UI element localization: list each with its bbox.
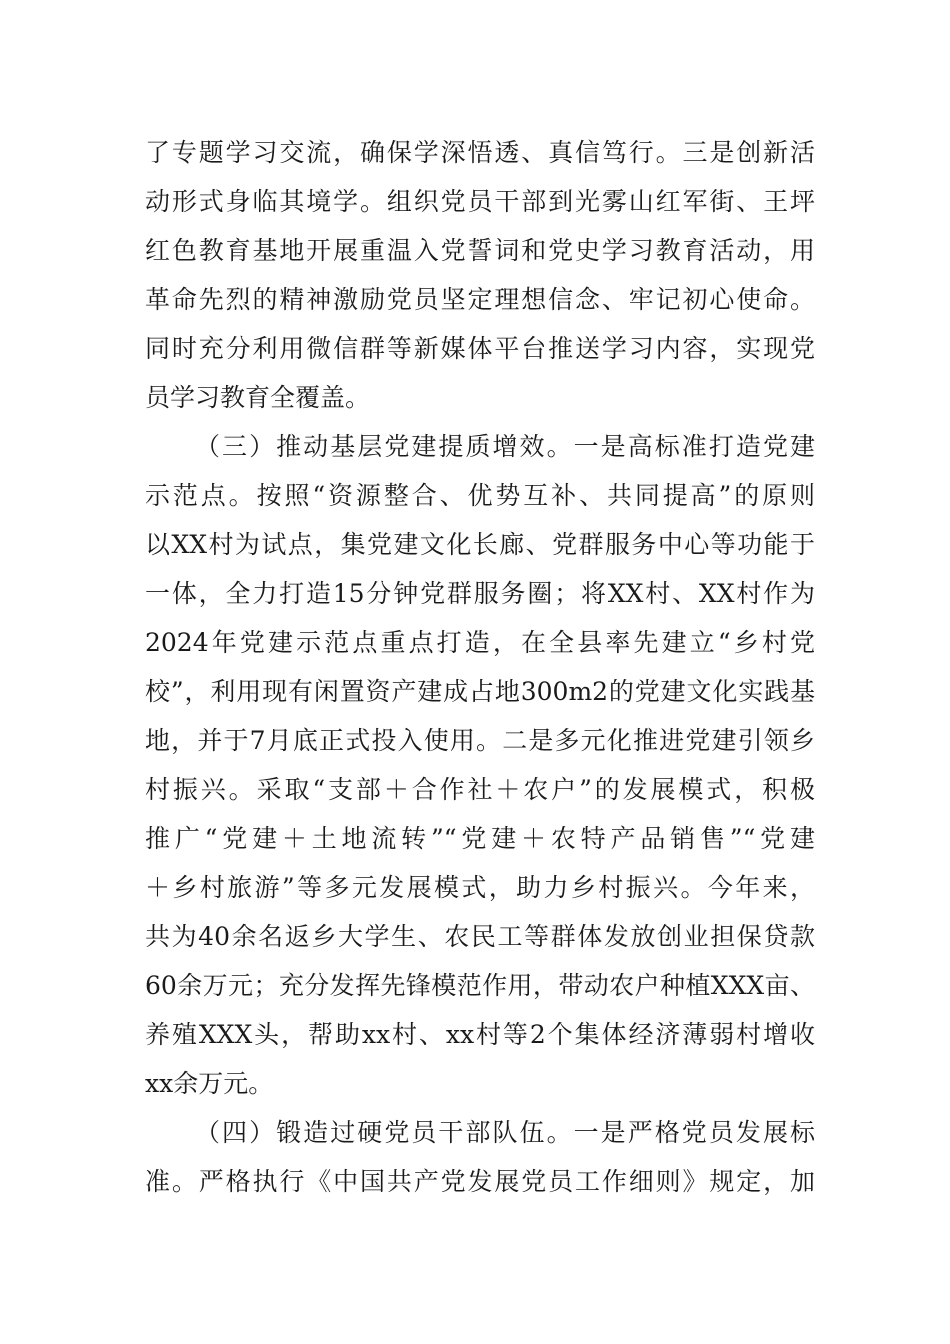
section-heading-three: （三）推动基层党建提质增效。一是高标准打造党建 <box>195 432 815 461</box>
text-line-18: 60余万元；充分发挥先锋模范作用，带动农户种植XXX亩、 <box>145 971 815 1000</box>
text-line-8: 示范点。按照“资源整合、优势互补、共同提高”的原则 <box>145 481 815 510</box>
body-text <box>145 128 815 1206</box>
text-line-3: 红色教育基地开展重温入党誓词和党史学习教育活动，用 <box>145 236 815 265</box>
text-line-4: 革命先烈的精神激励党员坚定理想信念、牢记初心使命。 <box>145 285 815 314</box>
text-line-19: 养殖XXX头，帮助xx村、xx村等2个集体经济薄弱村增收 <box>145 1020 815 1049</box>
text-line-22: 准。严格执行《中国共产党发展党员工作细则》规定，加 <box>145 1167 815 1196</box>
text-line-17: 共为40余名返乡大学生、农民工等群体发放创业担保贷款 <box>145 922 815 951</box>
text-line-14: 村振兴。采取“支部＋合作社＋农户”的发展模式，积极 <box>145 775 815 804</box>
text-line-5: 同时充分利用微信群等新媒体平台推送学习内容，实现党 <box>145 334 815 363</box>
text-line-12: 校”，利用现有闲置资产建成占地300m2的党建文化实践基 <box>145 677 815 706</box>
text-line-15: 推广“党建＋土地流转”“党建＋农特产品销售”“党建 <box>145 824 815 853</box>
text-line-10: 一体，全力打造15分钟党群服务圈；将XX村、XX村作为 <box>145 579 815 608</box>
text-line-6: 员学习教育全覆盖。 <box>145 383 371 412</box>
text-line-1: 了专题学习交流，确保学深悟透、真信笃行。三是创新活 <box>145 138 815 167</box>
text-line-16: ＋乡村旅游”等多元发展模式，助力乡村振兴。今年来， <box>145 873 815 902</box>
text-line-11: 2024年党建示范点重点打造，在全县率先建立“乡村党 <box>145 628 815 657</box>
text-line-2: 动形式身临其境学。组织党员干部到光雾山红军街、王坪 <box>145 187 815 216</box>
text-line-20: xx余万元。 <box>145 1069 274 1098</box>
text-line-9: 以XX村为试点，集党建文化长廊、党群服务中心等功能于 <box>145 530 815 559</box>
section-heading-four: （四）锻造过硬党员干部队伍。一是严格党员发展标 <box>195 1118 815 1147</box>
text-line-13: 地，并于7月底正式投入使用。二是多元化推进党建引领乡 <box>145 726 815 755</box>
